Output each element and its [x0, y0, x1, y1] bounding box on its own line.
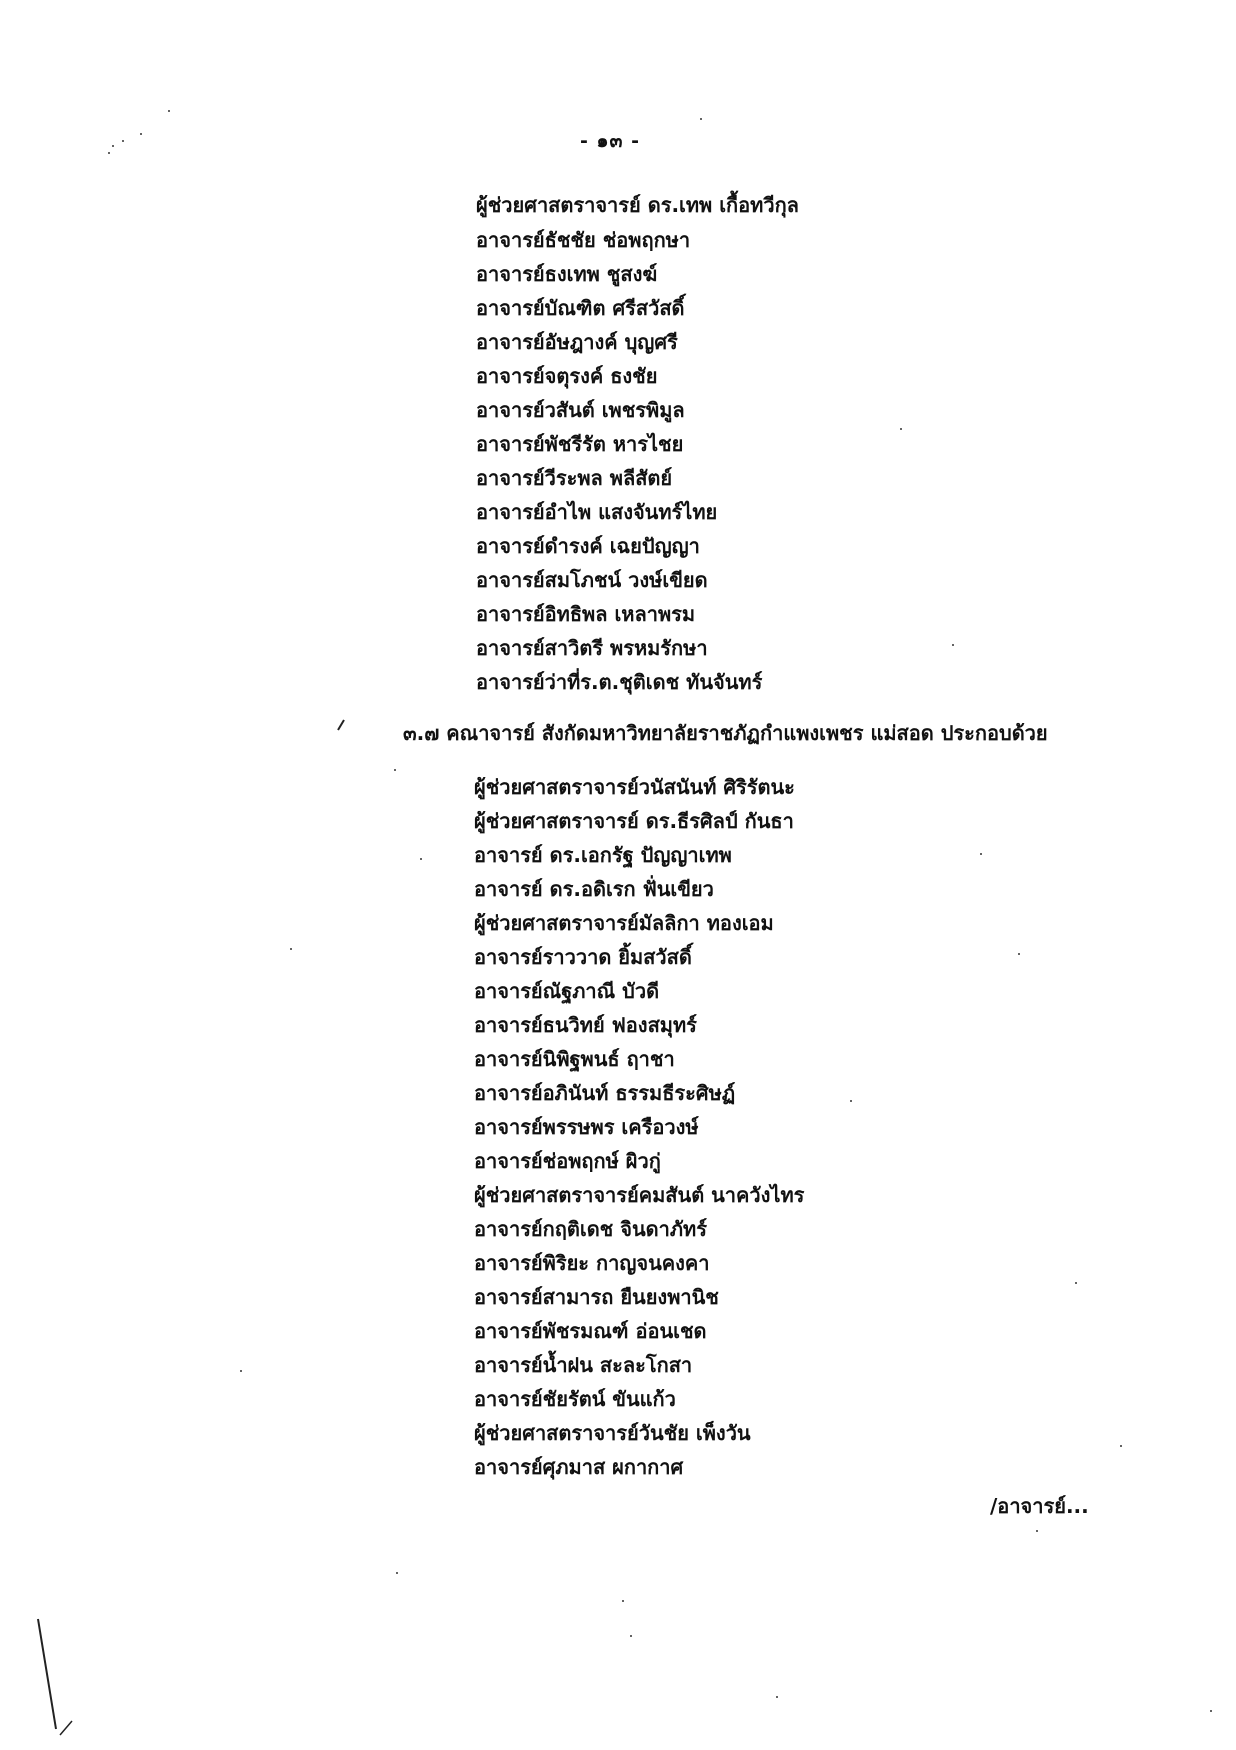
- list-item: อาจารย์ศุภมาส ผกากาศ: [474, 1455, 684, 1479]
- list-item: อาจารย์สมโภชน์ วงษ์เขียด: [476, 568, 708, 592]
- scan-speck: [168, 110, 170, 112]
- list-item: อาจารย์อภินันท์ ธรรมธีระศิษฏ์: [474, 1081, 736, 1105]
- list-item: ผู้ช่วยศาสตราจารย์ ดร.ธีรศิลป์ กันธา: [474, 809, 794, 833]
- scan-speck: [776, 1696, 778, 1698]
- scan-speck: [240, 1370, 242, 1372]
- list-item: อาจารย์พิริยะ กาญจนคงคา: [474, 1251, 710, 1275]
- list-item: อาจารย์บัณฑิต ศรีสวัสดิ์: [476, 296, 685, 320]
- list-item: อาจารย์พรรษพร เครือวงษ์: [474, 1115, 699, 1139]
- list-item: อาจารย์สามารถ ยืนยงพานิช: [474, 1285, 719, 1309]
- scan-speck: [122, 140, 124, 142]
- list-item: ผู้ช่วยศาสตราจารย์คมสันต์ นาควังไทร: [474, 1183, 805, 1207]
- scan-speck: [420, 858, 422, 860]
- list-item: อาจารย์ช่อพฤกษ์ ผิวกู่: [474, 1149, 661, 1173]
- scan-speck: [112, 145, 114, 147]
- list-item: ผู้ช่วยศาสตราจารย์วันชัย เพ็งวัน: [474, 1421, 751, 1445]
- list-item: อาจารย์ ดร.เอกรัฐ ปัญญาเทพ: [474, 843, 732, 867]
- list-item: อาจารย์ณัฐภาณี บัวดี: [474, 979, 660, 1003]
- list-item: อาจารย์ ดร.อดิเรก ฟั่นเขียว: [474, 877, 714, 901]
- margin-tick-mark: [334, 718, 348, 732]
- continuation-marker: /อาจารย์...: [990, 1494, 1089, 1518]
- page-number: - ๑๓ -: [579, 130, 641, 152]
- scan-speck: [850, 1100, 852, 1102]
- list-item: อาจารย์อิทธิพล เหลาพรม: [476, 602, 696, 626]
- list-item: อาจารย์พัชรีรัต หารไชย: [476, 432, 684, 456]
- scan-speck: [1075, 1282, 1077, 1284]
- list-item: อาจารย์กฤติเดช จินดาภัทร์: [474, 1217, 707, 1241]
- scan-speck: [980, 853, 982, 855]
- list-item: อาจารย์อัษฎางค์ บุญศรี: [476, 330, 678, 354]
- scan-speck: [394, 769, 396, 771]
- list-item: ผู้ช่วยศาสตราจารย์วนัสนันท์ ศิริรัตนะ: [474, 775, 795, 799]
- list-item: อาจารย์ดำรงค์ เฉยปัญญา: [476, 534, 700, 558]
- list-item: อาจารย์ธงเทพ ชูสงฆ์: [476, 262, 658, 286]
- scan-speck: [1018, 953, 1020, 955]
- scan-speck: [622, 1600, 624, 1602]
- scan-speck: [952, 644, 954, 646]
- list-item: อาจารย์ว่าที่ร.ต.ชุติเดช ทันจันทร์: [476, 670, 763, 694]
- list-item: อาจารย์ราววาด ยิ้มสวัสดิ์: [474, 945, 692, 969]
- list-item: อาจารย์อำไพ แสงจันทร์ไทย: [476, 500, 718, 524]
- scan-speck: [1120, 1445, 1122, 1447]
- scan-stroke-mark: [30, 1615, 90, 1745]
- scan-speck: [108, 152, 110, 154]
- scan-speck: [1210, 1710, 1212, 1712]
- list-item: อาจารย์ธัชชัย ช่อพฤกษา: [476, 228, 691, 252]
- scan-speck: [900, 428, 902, 430]
- list-item: อาจารย์สาวิตรี พรหมรักษา: [476, 636, 708, 660]
- scan-speck: [396, 1572, 398, 1574]
- list-item: อาจารย์นิพิฐพนธ์ ฤาชา: [474, 1047, 675, 1071]
- list-item: อาจารย์ธนวิทย์ ฟองสมุทร์: [474, 1013, 697, 1037]
- list-item: อาจารย์ชัยรัตน์ ขันแก้ว: [474, 1387, 676, 1411]
- list-item: อาจารย์น้ำฝน สะละโกสา: [474, 1353, 693, 1377]
- list-item: อาจารย์จตุรงค์ ธงชัย: [476, 364, 658, 388]
- scan-speck: [140, 133, 142, 135]
- list-item: อาจารย์พัชรมณฑ์ อ่อนเชด: [474, 1319, 707, 1343]
- scan-speck: [1036, 1530, 1038, 1532]
- section-heading: ๓.๗ คณาจารย์ สังกัดมหาวิทยาลัยราชภัฏกำแพงเพชร แม่สอด ประกอบด้วย: [403, 721, 1048, 745]
- scan-speck: [700, 118, 702, 120]
- list-item: ผู้ช่วยศาสตราจารย์มัลลิกา ทองเอม: [474, 911, 774, 935]
- scan-speck: [630, 1635, 632, 1637]
- list-item: อาจารย์วีระพล พลีสัตย์: [476, 466, 673, 490]
- scan-speck: [290, 948, 292, 950]
- list-item: ผู้ช่วยศาสตราจารย์ ดร.เทพ เกื้อทวีกุล: [476, 193, 799, 217]
- list-item: อาจารย์วสันต์ เพชรพิมูล: [476, 398, 685, 422]
